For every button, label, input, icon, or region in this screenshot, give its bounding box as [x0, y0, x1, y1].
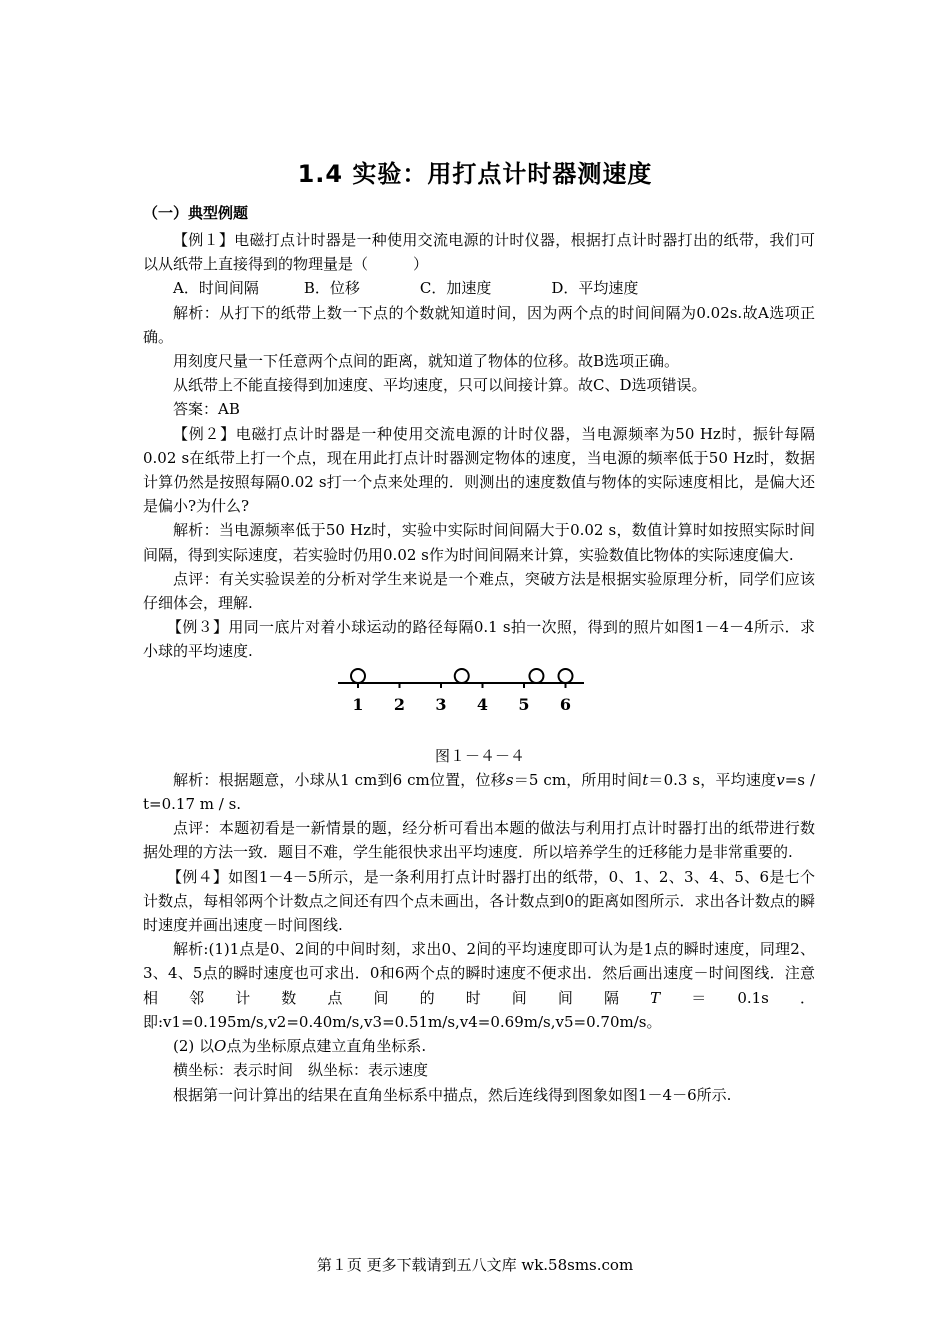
example-4-analysis-3: 横坐标：表示时间 纵坐标：表示速度: [173, 1061, 429, 1080]
example-2-analysis: 解析：当电源频率低于50 Hz时，实验中实际时间间隔大于0.02 s，数值计算时如按照实际时间间隔，得到实际速度，若实验时仍用0.02 s作为时间间隔来计算，实验数值比物体的实际速度偏大.: [143, 521, 815, 564]
tick-label: 2: [393, 694, 406, 714]
example-4-analysis-4: 根据第一问计算出的结果在直角坐标系中描点，然后连线得到图象如图1－4－6所示.: [173, 1085, 732, 1104]
example-1-answer: 答案：AB: [173, 400, 240, 419]
example-1-analysis-3: 从纸带上不能直接得到加速度、平均速度，只可以间接计算。故C、D选项错误。: [173, 376, 707, 395]
example-2-question: 【例２】电磁打点计时器是一种使用交流电源的计时仪器，当电源频率为50 Hz时，振针每隔0.02 s在纸带上打一个点，现在用此打点计时器测定物体的速度，当电源的频率低于50 Hz时，数据计算仍然是按照每隔0.02 s打一个点来处理的．则测出的速度数值与物体的实际速度相比，是偏大还是偏小?为什么?: [143, 424, 815, 516]
page-footer: 第１页 更多下载请到五八文库 wk.58sms.com: [316, 1256, 634, 1274]
ball-track-figure: [338, 668, 588, 730]
symbol-T: T: [650, 988, 661, 1007]
symbol-v: v: [776, 770, 785, 789]
figure-1-4-4: [143, 664, 815, 744]
example-1-question: 【例１】电磁打点计时器是一种使用交流电源的计时仪器，根据打点计时器打出的纸带，我们可以从纸带上直接得到的物理量是（ ）: [143, 231, 815, 274]
section-heading: （一）典型例题: [143, 204, 249, 222]
ball-icon: [529, 669, 543, 683]
tick-label: 3: [435, 694, 447, 714]
ball-icon: [559, 669, 573, 683]
example-1-options: A．时间间隔 B．位移 C．加速度 D．平均速度: [173, 279, 639, 298]
tick-label: 6: [559, 694, 572, 714]
example-4-analysis-1: [143, 937, 815, 1034]
ball-icon: [455, 669, 469, 683]
analysis-text: 点为坐标原点建立直角坐标系.: [226, 1037, 427, 1056]
page-title: 1.4 实验：用打点计时器测速度: [297, 160, 653, 188]
analysis-text: =s / t=0.17 m / s.: [143, 770, 816, 814]
example-3-analysis: [143, 768, 815, 816]
analysis-text: 解析:(1)1点是0、2间的中间时刻，求出0、2间的平均速度即可认为是1点的瞬时速度，同理2、3、4、5点的瞬时速度也可求出．0和6两个点的瞬时速度不便求出．然后画出速度－时间图线．注意相邻计数点间的时间间隔: [143, 940, 815, 1007]
analysis-text: (2) 以: [173, 1037, 215, 1056]
document-body: [143, 228, 815, 1107]
tick-label: 1: [352, 694, 364, 714]
example-4-analysis-2: [143, 1034, 815, 1058]
analysis-text: ＝5 cm，所用时间: [513, 770, 643, 789]
figure-caption: 图１－４－４: [434, 746, 525, 765]
tick-label: 4: [476, 694, 489, 714]
analysis-text: ＝0.3 s，平均速度: [648, 770, 777, 789]
ball-icon: [351, 669, 365, 683]
analysis-text: ＝0.1s．即:v1=0.195m/s,v2=0.40m/s,v3=0.51m/s,v4=0.69m/s,v5=0.70m/s。: [143, 988, 815, 1031]
example-1-analysis-1: 解析：从打下的纸带上数一下点的个数就知道时间，因为两个点的时间间隔为0.02s.故A选项正确。: [143, 303, 815, 346]
symbol-t: t: [642, 770, 649, 789]
example-1-analysis-2: 用刻度尺量一下任意两个点间的距离，就知道了物体的位移。故B选项正确。: [173, 352, 680, 371]
example-3-question: 【例３】用同一底片对着小球运动的路径每隔0.1 s拍一次照，得到的照片如图1－4－4所示．求小球的平均速度.: [143, 618, 815, 661]
example-2-comment: 点评：有关实验误差的分析对学生来说是一个难点，突破方法是根据实验原理分析，同学们应该仔细体会，理解.: [143, 569, 815, 613]
symbol-O: O: [214, 1037, 227, 1056]
example-3-comment: 点评：本题初看是一新情景的题，经分析可看出本题的做法与利用打点计时器打出的纸带进行数据处理的方法一致．题目不难，学生能很快求出平均速度．所以培养学生的迁移能力是非常重要的.: [143, 819, 815, 862]
analysis-text: 解析：根据题意，小球从1 cm到6 cm位置，位移: [173, 770, 506, 789]
symbol-s: s: [505, 770, 514, 789]
example-4-question: 【例４】如图1－4－5所示，是一条利用打点计时器打出的纸带，0、1、2、3、4、5、6是七个计数点，每相邻两个计数点之间还有四个点未画出，各计数点到0的距离如图所示．求出各计数点的瞬时速度并画出速度－时间图线.: [143, 867, 815, 935]
tick-label: 5: [518, 694, 530, 714]
